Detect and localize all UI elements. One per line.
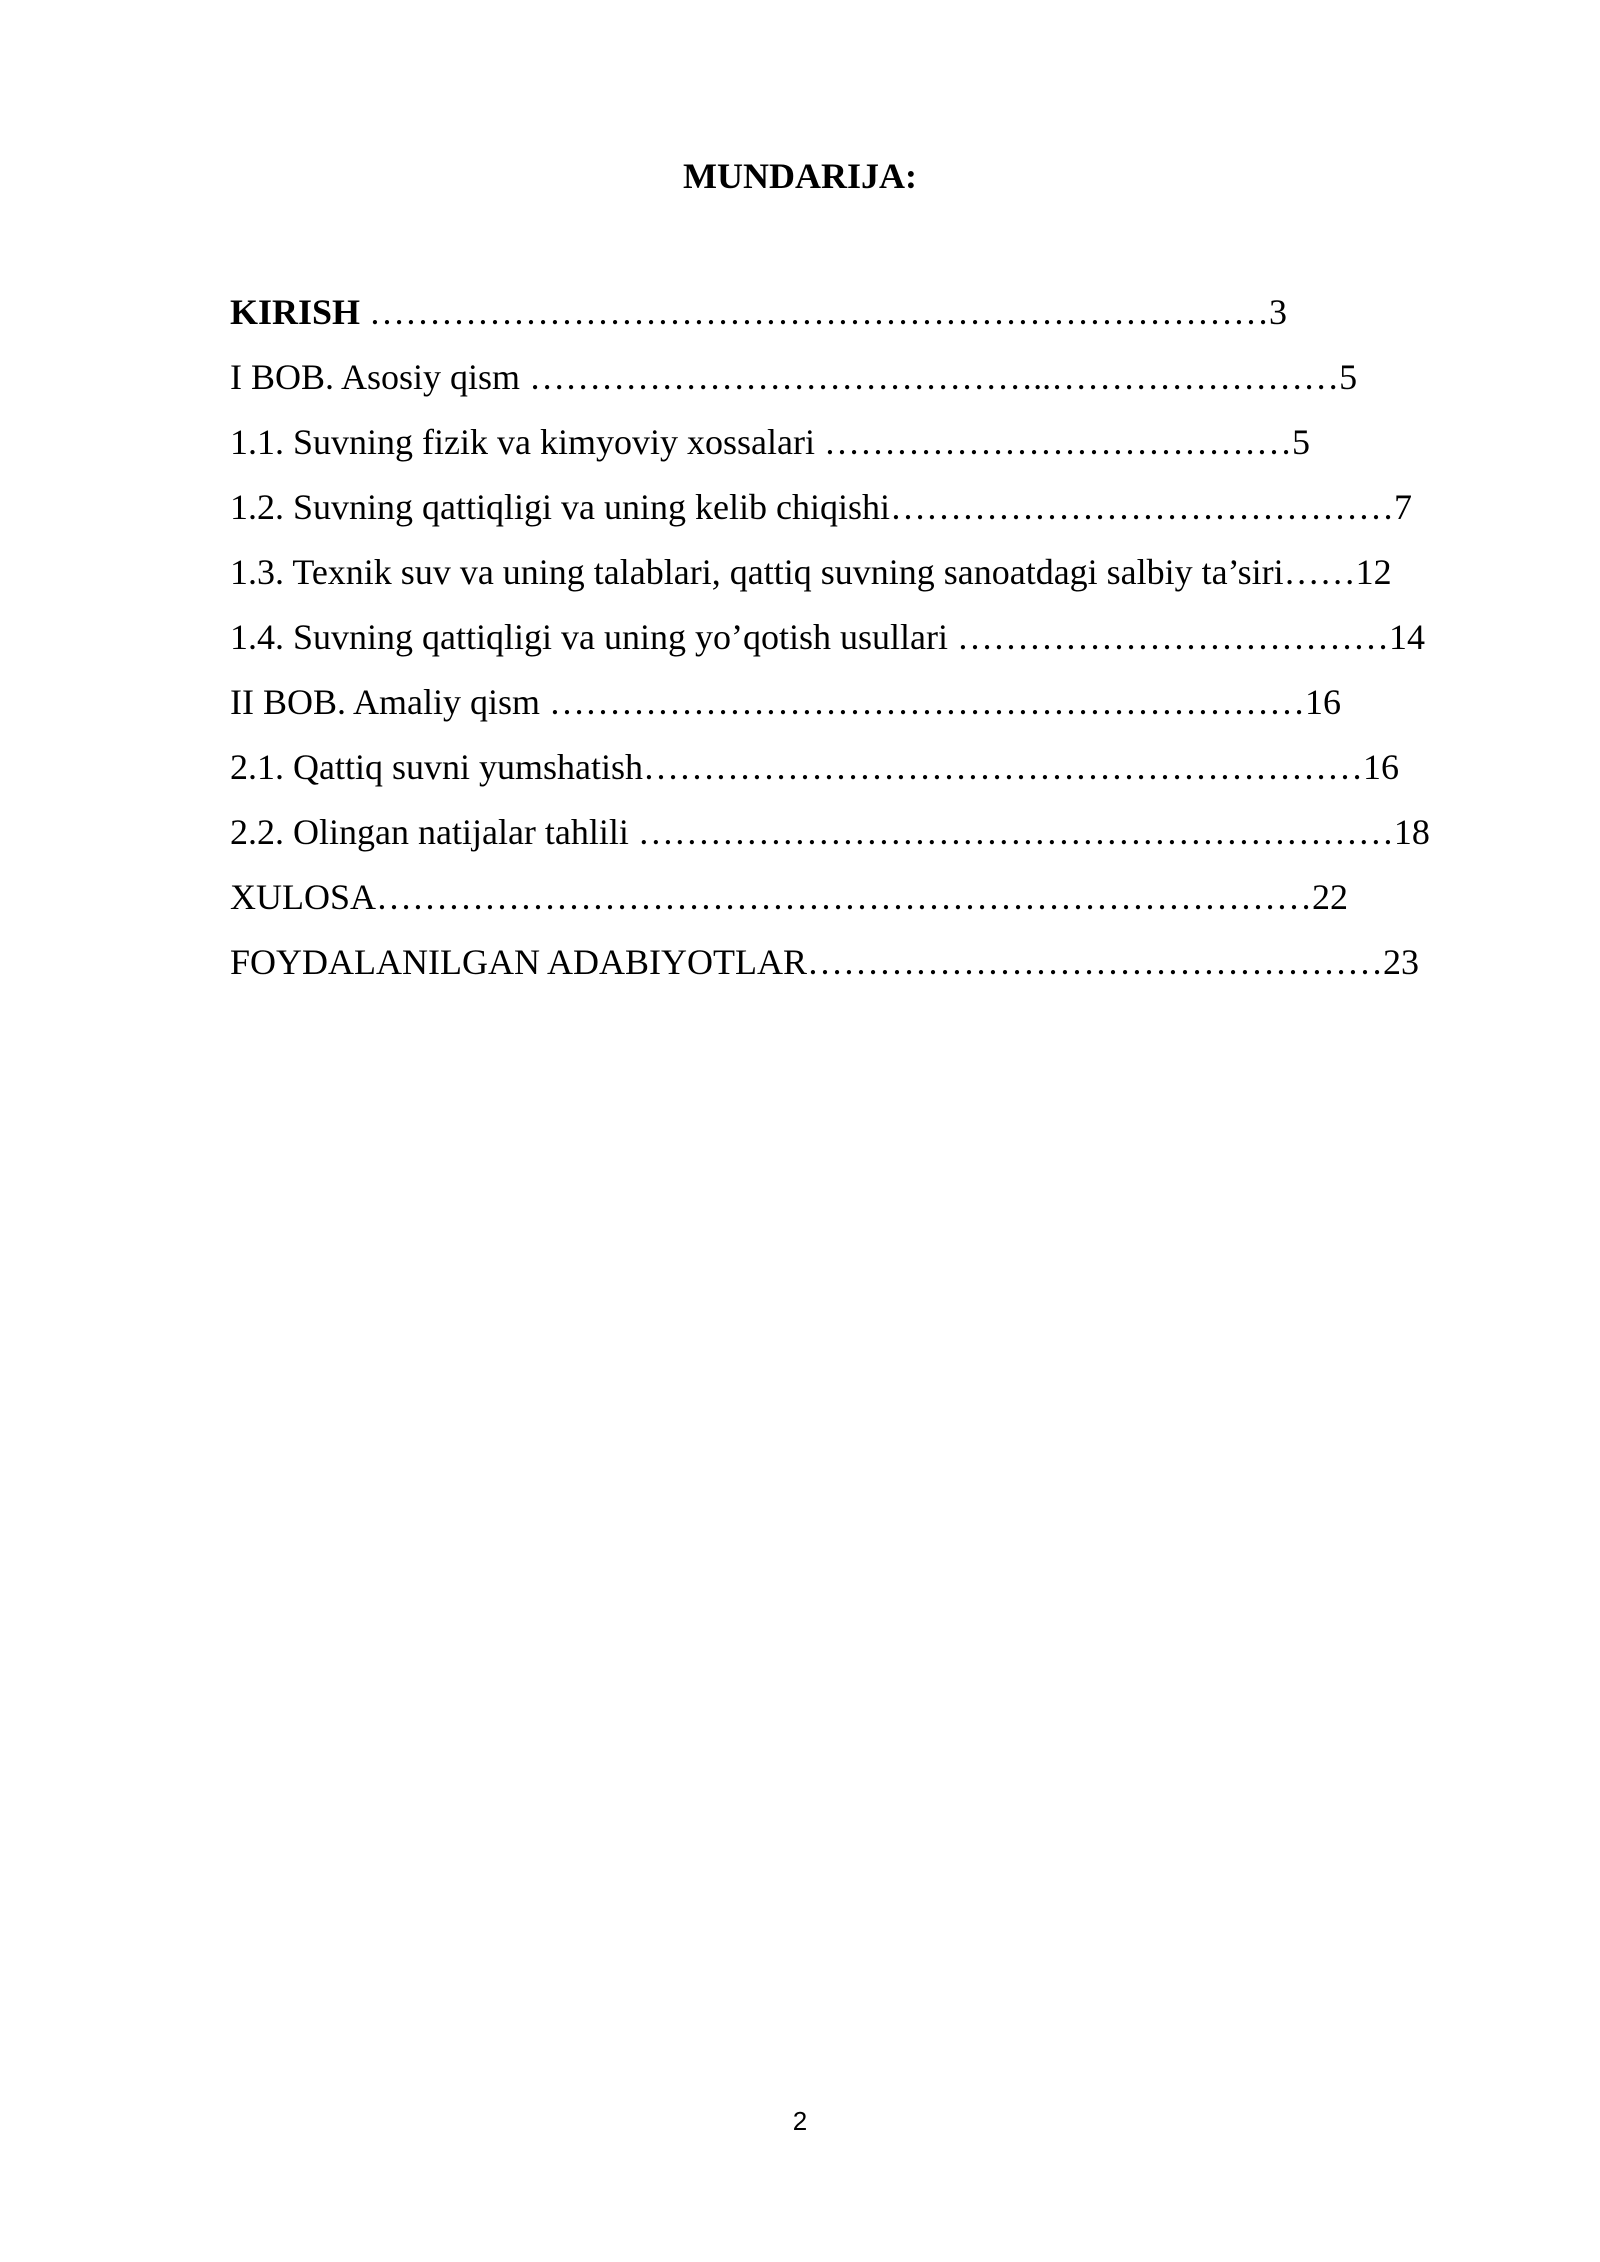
toc-page-number: 22	[1312, 877, 1349, 917]
toc-page-number: 12	[1355, 552, 1392, 592]
toc-leader-dots: ……………………………………..……………………	[520, 357, 1340, 397]
toc-leader-dots: ………………………………	[947, 617, 1389, 657]
toc-leader-dots: …………………………………………………………………	[360, 292, 1270, 332]
toc-entry-text: 2.1. Qattiq suvni yumshatish	[230, 747, 643, 787]
toc-entry-chapter-1	[230, 345, 1430, 410]
toc-entry-section-1-4	[230, 605, 1430, 670]
toc-entry-section-2-1	[230, 735, 1430, 800]
toc-leader-dots: …………………………………	[814, 422, 1292, 462]
toc-leader-dots: ………………………………………………………	[540, 682, 1306, 722]
toc-entry-text: 1.3. Texnik suv va uning talablari, qattiq suvning sanoatdagi salbiy ta’siri	[230, 552, 1284, 592]
toc-page-number: 7	[1393, 487, 1412, 527]
toc-entry-text: 1.4. Suvning qattiqligi va uning yo’qotish usullari	[230, 617, 948, 657]
toc-page-number: 23	[1382, 942, 1419, 982]
toc-entry-text: 1.1. Suvning fizik va kimyoviy xossalari	[230, 422, 815, 462]
toc-leader-dots: ……………………………………………………………………	[376, 877, 1313, 917]
toc-entry-section-1-3	[230, 540, 1430, 605]
toc-entry-text: 2.2. Olingan natijalar tahlili	[230, 812, 629, 852]
toc-entry-section-1-1	[230, 410, 1430, 475]
toc-entry-section-2-2	[230, 800, 1430, 865]
toc-leader-dots: ……………………………………	[889, 487, 1394, 527]
toc-page-number: 18	[1393, 812, 1430, 852]
page-number: 2	[792, 2106, 808, 2136]
toc-leader-dots: ……	[1283, 552, 1356, 592]
toc-entry-text: II BOB. Amaliy qism	[230, 682, 541, 722]
toc-entry-xulosa	[230, 865, 1430, 930]
table-of-contents	[230, 280, 1430, 995]
toc-page-number: 5	[1291, 422, 1310, 462]
toc-leader-dots: …………………………………………	[806, 942, 1383, 982]
toc-entry-text: XULOSA	[230, 877, 377, 917]
toc-entry-text: 1.2. Suvning qattiqligi va uning kelib chiqishi	[230, 487, 890, 527]
page-title: MUNDARIJA:	[683, 156, 917, 196]
toc-entry-references	[230, 930, 1430, 995]
toc-entry-text: KIRISH	[230, 292, 361, 332]
toc-entry-text: I BOB. Asosiy qism	[230, 357, 521, 397]
toc-entry-chapter-2	[230, 670, 1430, 735]
toc-entry-text: FOYDALANILGAN ADABIYOTLAR	[230, 942, 807, 982]
toc-page-number: 14	[1388, 617, 1425, 657]
toc-page-number: 5	[1339, 357, 1358, 397]
toc-entry-kirish	[230, 280, 1430, 345]
toc-entry-section-1-2	[230, 475, 1430, 540]
toc-page-number: 16	[1363, 747, 1399, 787]
toc-page-number: 16	[1305, 682, 1342, 722]
toc-page-number: 3	[1269, 292, 1288, 332]
toc-leader-dots: ……………………………………………………	[643, 747, 1363, 787]
toc-leader-dots: ………………………………………………………	[628, 812, 1394, 852]
